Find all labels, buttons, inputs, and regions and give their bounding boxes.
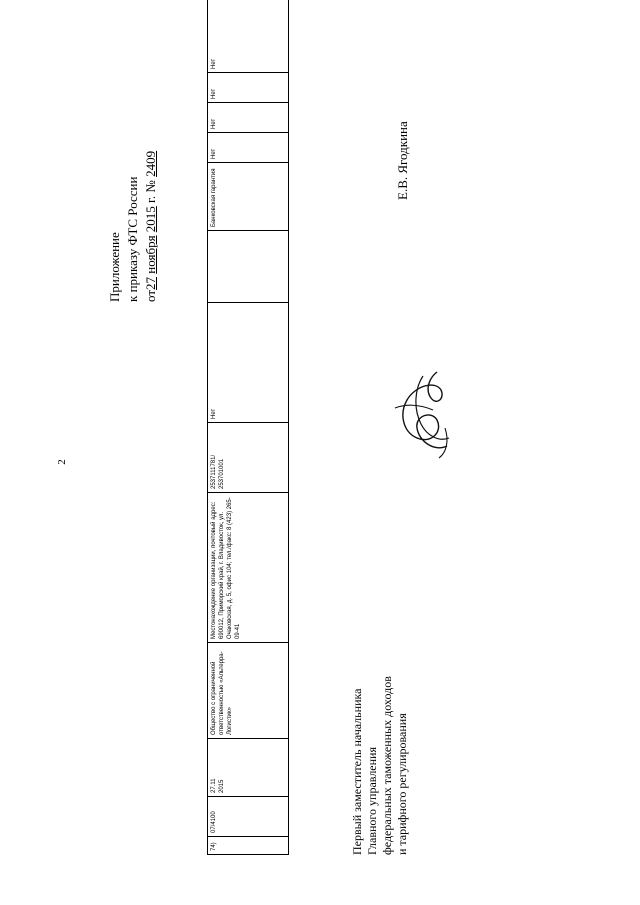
signer-name: Е.В. Ягодкина bbox=[395, 121, 410, 200]
cell-guarantee: Банковская гарантия bbox=[208, 163, 289, 231]
signer-line-3: федеральных таможенных доходов bbox=[380, 676, 394, 855]
appendix-title: Приложение bbox=[107, 232, 122, 302]
signer-line-2: Главного управления bbox=[365, 747, 379, 855]
register-table bbox=[207, 0, 289, 855]
cell-inn-kpp: 2537111781/ 253701001 bbox=[208, 423, 289, 493]
handwritten-signature bbox=[385, 368, 455, 460]
cell-code: 07/4100 bbox=[208, 797, 289, 837]
signer-position bbox=[350, 615, 420, 855]
appendix-header bbox=[106, 112, 176, 302]
appendix-date-month: ноября bbox=[143, 235, 158, 274]
cell-organization: Общество с ограниченной ответственностью «Альтерра-Логистик» bbox=[208, 643, 289, 739]
cell-address: Местонахождение организации, почтовый адрес: 690012, Приморский край, г. Владивосток, ул. Очаковская, д. 5, офис 104; тел./факс: 8 (423) 265-09-41 bbox=[208, 493, 289, 643]
appendix-number: 2409 bbox=[143, 150, 158, 177]
cell-col11: Нет bbox=[208, 73, 289, 103]
cell-col9: Нет bbox=[208, 133, 289, 163]
cell-date bbox=[208, 739, 289, 797]
signer-line-1: Первый заместитель начальника bbox=[350, 688, 364, 855]
signer-line-4: и тарифного регулирования bbox=[395, 713, 409, 855]
page-number: 2 bbox=[56, 459, 68, 465]
cell-col12: Нет bbox=[208, 0, 289, 73]
cell-col6: Нет bbox=[208, 303, 289, 423]
cell-col7 bbox=[208, 231, 289, 303]
appendix-order-date bbox=[142, 112, 160, 302]
table-row bbox=[208, 0, 289, 855]
appendix-number-prefix: № bbox=[143, 180, 158, 193]
cell-date-day-month: 27.11 bbox=[211, 778, 217, 793]
appendix-date-year-suffix: г. bbox=[143, 195, 158, 203]
register-table-wrap bbox=[207, 58, 289, 855]
cell-date-year: 2015 bbox=[219, 779, 225, 793]
appendix-date-day: 27 bbox=[143, 276, 158, 290]
cell-col10: Нет bbox=[208, 103, 289, 133]
cell-number: 74) bbox=[208, 837, 289, 855]
appendix-order-ref: к приказу ФТС России bbox=[125, 176, 140, 302]
appendix-date-year: 2015 bbox=[143, 206, 158, 233]
appendix-date-prefix: от bbox=[143, 289, 158, 302]
